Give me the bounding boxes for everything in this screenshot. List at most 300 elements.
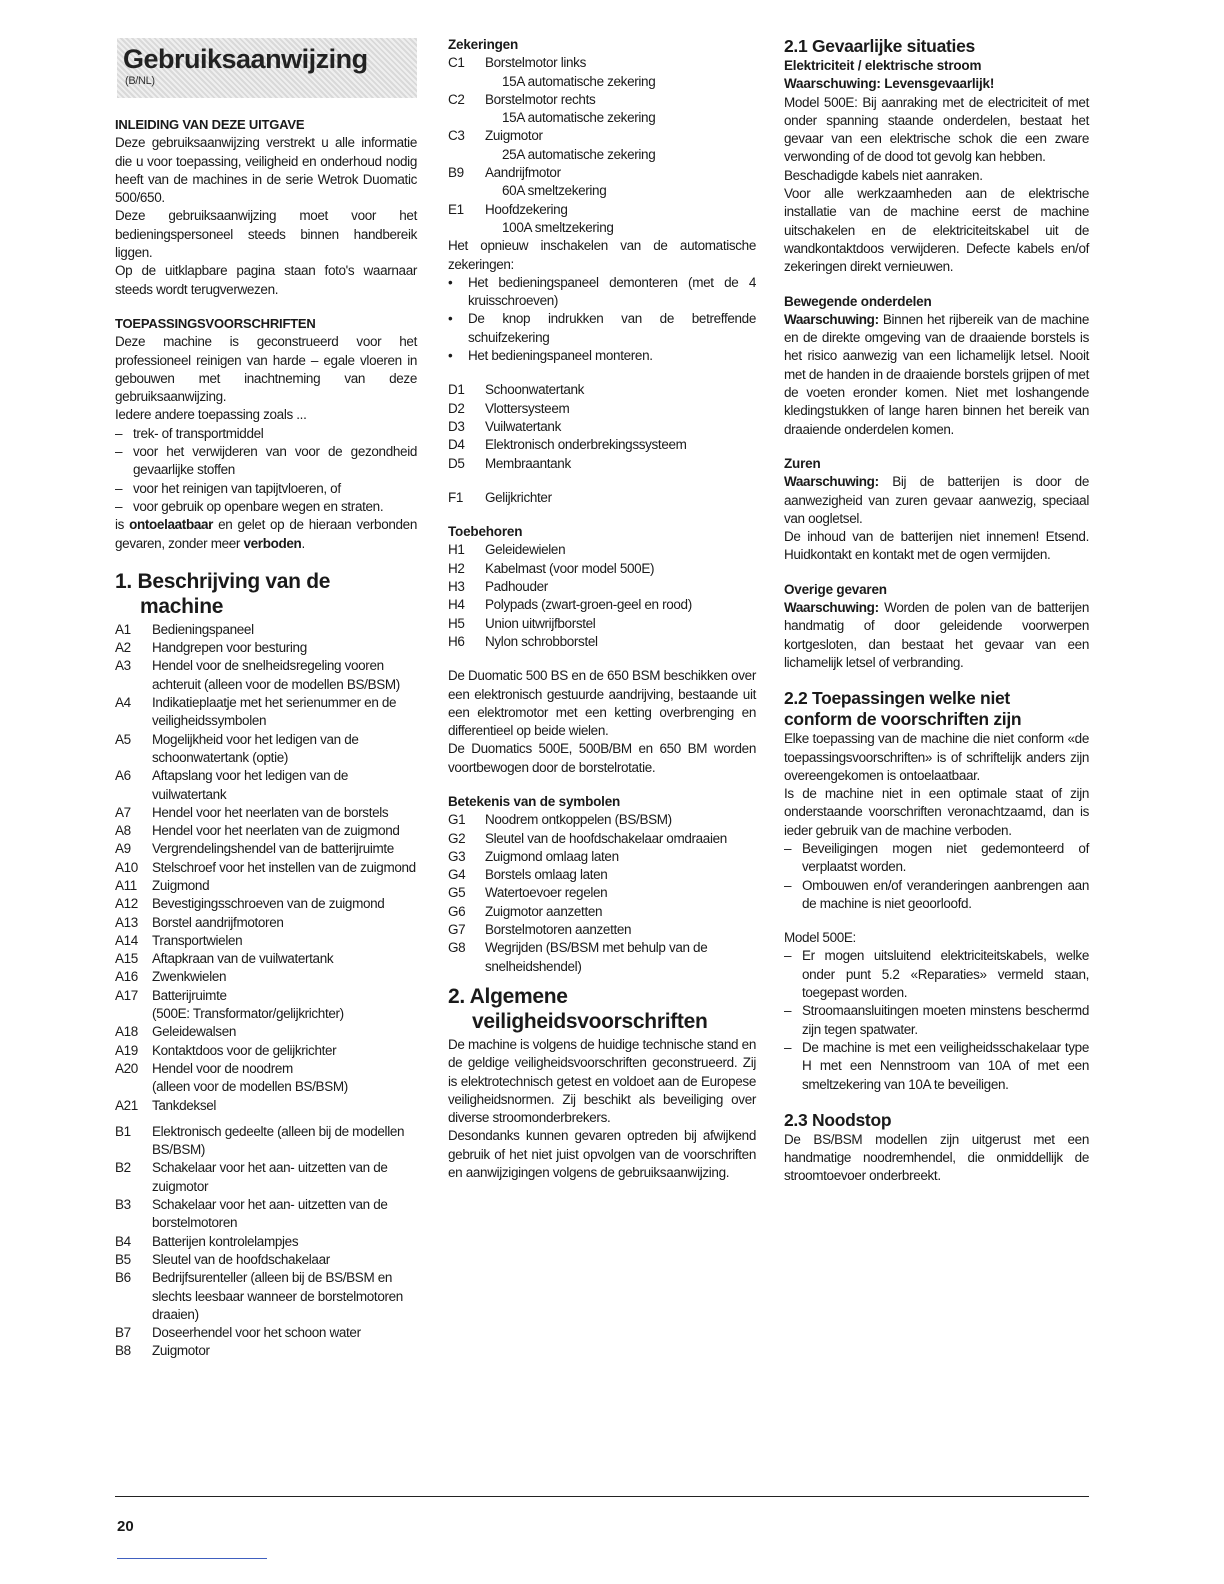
item-code: A16 (115, 969, 138, 985)
electricity-paragraph: Beschadigde kabels niet aanraken. (784, 167, 983, 183)
item-code: G2 (448, 830, 466, 846)
fuse-rating: 100A smeltzekering (502, 219, 614, 235)
item-text (152, 1251, 417, 1269)
list-item (115, 498, 417, 516)
dash-marker: – (115, 498, 123, 514)
list-item (784, 1039, 1089, 1094)
list-item-text: De machine is met een veiligheidsschakelaar type H met een Nennstroom van 10A of met een smeltzekering van 10A te beveiligen. (802, 1039, 1089, 1092)
list-item (115, 639, 417, 657)
list-item (448, 455, 756, 473)
item-text (152, 639, 417, 657)
item-code: D1 (448, 382, 465, 398)
list-item-text: Het bedieningspaneel demonteren (met de 4 kruisschroeven) (468, 274, 756, 309)
list-item (115, 1042, 417, 1060)
item-label: Union uitwrijfborstel (485, 615, 596, 631)
column-right (784, 36, 1089, 1186)
item-label: Zuigmond omlaag laten (485, 848, 619, 864)
dash-marker: – (784, 840, 792, 856)
list-item-text: Het bedieningspaneel monteren. (468, 348, 653, 364)
list-item (448, 347, 756, 365)
item-code (115, 1078, 152, 1096)
item-code: B7 (115, 1325, 131, 1341)
list-item (448, 381, 756, 399)
item-text (485, 939, 756, 976)
rules-paragraph: Deze machine is geconstrueerd voor het professioneel reinigen van harde – egale vloeren in gebouwen met inachtneming van deze gebruiksaanwijzing. (115, 334, 417, 405)
list-item-text: Stroomaansluitingen moeten minstens beschermd zijn tegen spatwater. (802, 1003, 1089, 1037)
electricity-paragraph: Voor alle werkzaamheden aan de elektrische installatie van de machine eerst de machine uitschakelen en de elektriciteitskabel uit de wandkontaktdoos verwijderen. Defecte kabels en/of zekeringen direkt vernieuwen. (784, 186, 1089, 275)
item-code: B4 (115, 1233, 131, 1249)
item-text (485, 830, 756, 848)
warning-label: Waarschuwing: (784, 311, 879, 327)
fuse-reset-text: Het opnieuw inschakelen van de automatische zekeringen: (448, 238, 756, 272)
item-code: A20 (115, 1060, 138, 1076)
item-text (152, 914, 417, 932)
item-label: Zwenkwielen (152, 969, 227, 985)
list-item (448, 596, 756, 614)
item-label: Tankdeksel (152, 1097, 217, 1113)
moving-parts-paragraph (784, 311, 1089, 439)
list-item (448, 848, 756, 866)
title-line: conform de voorschriften zijn (784, 709, 1022, 730)
item-code: H3 (448, 579, 465, 595)
accessories-heading: Toebehoren (448, 524, 523, 540)
item-code: A7 (115, 804, 131, 820)
item-code: B1 (115, 1123, 131, 1139)
fuse-steps (448, 274, 756, 365)
list-item (448, 436, 756, 454)
item-label: Borstelmotor links (485, 55, 586, 71)
acids-paragraph: De inhoud van de batterijen niet innemen! Etsend. Huidkontakt en kontakt met de ogen vermijden. (784, 529, 1089, 563)
item-text (152, 987, 417, 1005)
bullet-marker: • (448, 274, 453, 290)
list-item (115, 1196, 417, 1233)
item-code: A11 (115, 877, 137, 893)
section-2-paragraph: Desondanks kunnen gevaren optreden bij afwijkend gebruik of het niet juist opvolgen van de voorschriften en aanwijzigingen volgens de gebruiksaanwijzing. (448, 1128, 756, 1181)
model-label: Model 500E: (784, 930, 856, 946)
item-label: Handgrepen voor besturing (152, 640, 307, 656)
item-text (152, 1233, 417, 1251)
item-label: Bedieningspaneel (152, 621, 254, 637)
item-code: A19 (115, 1042, 138, 1058)
item-text (485, 418, 756, 436)
item-text (485, 596, 756, 614)
item-text (485, 164, 756, 201)
item-text (485, 54, 756, 91)
item-text (152, 822, 417, 840)
title-line: 2. Algemene (448, 984, 568, 1008)
dash-marker: – (115, 480, 123, 496)
list-item (448, 274, 756, 311)
item-text (485, 489, 756, 507)
list-item-text: voor het verwijderen van voor de gezondheid gevaarlijke stoffen (133, 444, 417, 478)
list-item (115, 1005, 417, 1023)
list-item (115, 1159, 417, 1196)
item-label: Aftapkraan van de vuilwatertank (152, 951, 334, 967)
list-item (115, 932, 417, 950)
item-label: Hendel voor het neerlaten van de borstels (152, 804, 389, 820)
item-text (152, 1005, 417, 1023)
item-label: Gelijkrichter (485, 489, 552, 505)
list-item (115, 443, 417, 480)
title-line: machine (140, 594, 224, 618)
list-item (115, 1269, 417, 1324)
list-item (448, 884, 756, 902)
item-code: G8 (448, 940, 466, 956)
other-hazards-heading: Overige gevaren (784, 581, 887, 597)
item-code: D4 (448, 437, 465, 453)
item-text (152, 1042, 417, 1060)
item-label: Borstelmotor rechts (485, 91, 596, 107)
drive-paragraph: De Duomatic 500 BS en de 650 BSM beschikken over een elektronisch gestuurde aandrijving, bestaande uit een elektromotor met een ketting overbrenging en differentieel op beide wielen. (448, 668, 756, 739)
section-2-2-list (784, 840, 1089, 913)
list-item (448, 91, 756, 128)
list-item (115, 1123, 417, 1160)
rules-heading: TOEPASSINGSVOORSCHRIFTEN (115, 315, 316, 331)
item-code: H1 (448, 542, 465, 558)
text-run: is (115, 517, 130, 533)
item-code: A13 (115, 914, 138, 930)
item-label: Elektronisch onderbrekingssysteem (485, 437, 687, 453)
item-label: Hoofdzekering (485, 201, 568, 217)
electricity-warning: Waarschuwing: Levensgevaarlijk! (784, 76, 995, 92)
item-text (152, 859, 417, 877)
item-text (485, 921, 756, 939)
item-label: Noodrem ontkoppelen (BS/BSM) (485, 812, 672, 828)
list-item (448, 400, 756, 418)
item-code (115, 1005, 152, 1023)
item-label: Borstel aandrijfmotoren (152, 914, 284, 930)
item-label: Indikatieplaatje met het serienummer en de veiligheidssymbolen (152, 695, 397, 729)
symbols-heading: Betekenis van de symbolen (448, 793, 621, 809)
list-item (115, 1324, 417, 1342)
item-label: Hendel voor de noodrem (152, 1060, 293, 1076)
list-item-text: Er mogen uitsluitend elektriciteitskabels, welke onder punt 5.2 «Reparaties» vermeld staan, toegepast worden. (802, 948, 1089, 1001)
item-code: B6 (115, 1270, 131, 1286)
list-item (448, 489, 756, 507)
item-text (485, 455, 756, 473)
item-label: Wegrijden (BS/BSM met behulp van de snelheidshendel) (485, 940, 708, 974)
item-label: Watertoevoer regelen (485, 885, 608, 901)
list-item (115, 895, 417, 913)
text-run: . (301, 535, 305, 551)
list-item (448, 578, 756, 596)
item-label: Nylon schrobborstel (485, 633, 598, 649)
item-code: A14 (115, 932, 138, 948)
dash-marker: – (784, 1039, 792, 1055)
warning-label: Waarschuwing: (784, 600, 879, 616)
fuse-rating: 60A smeltzekering (502, 183, 607, 199)
footer-rule (115, 1496, 1089, 1497)
item-text (485, 91, 756, 128)
text-run: Binnen het rijbereik van de machine en de direkte omgeving van de draaiende borstels is het risico aanwezig van een lichamelijk letsel. Nooit met de handen in de draaiende borstels grijpen of met de voeten eronder komen. Niet met loshangende kledingstukken of lange haren binnen het bereik van draaiende onderdelen komen. (784, 311, 1089, 437)
section-2-2-paragraph: Elke toepassing van de machine die niet conform «de toepassingsvoorschriften» is of schriftelijk anders zijn overeengekomen is ontoelaatbaar. (784, 731, 1089, 783)
item-label: Hendel voor het neerlaten van de zuigmond (152, 823, 400, 839)
page-number: 20 (117, 1518, 134, 1535)
item-code: H2 (448, 560, 465, 576)
item-text (152, 1159, 417, 1196)
item-text (152, 932, 417, 950)
list-item (115, 621, 417, 639)
text-run: en gelet op de hieraan verbonden gevaren, zonder meer (115, 517, 417, 551)
item-code: A10 (115, 859, 138, 875)
fuses-heading: Zekeringen (448, 37, 519, 52)
item-label: Kabelmast (voor model 500E) (485, 560, 655, 576)
f-item-list (448, 489, 756, 507)
item-code: A9 (115, 841, 131, 857)
item-label: Transportwielen (152, 932, 243, 948)
item-text (152, 1269, 417, 1324)
item-text (152, 1196, 417, 1233)
section-1-title (115, 569, 417, 619)
section-2-1-title: 2.1 Gevaarlijke situaties (784, 36, 975, 56)
model-500e-list (784, 947, 1089, 1093)
list-item (448, 54, 756, 91)
list-item-text: Ombouwen en/of veranderingen aanbrengen aan de machine is niet geoorloofd. (802, 877, 1089, 911)
list-item (448, 830, 756, 848)
item-text (152, 840, 417, 858)
item-code: A4 (115, 695, 131, 711)
item-text (152, 657, 417, 694)
list-item (784, 877, 1089, 914)
item-label: Kontaktdoos voor de gelijkrichter (152, 1042, 337, 1058)
section-2-3-paragraph: De BS/BSM modellen zijn uitgerust met een handmatige noodremhendel, die onmiddellijk de stroomtoevoer onderbreekt. (784, 1131, 1089, 1184)
fuse-rating: 25A automatische zekering (502, 146, 656, 162)
list-item (448, 866, 756, 884)
acids-heading: Zuren (784, 455, 821, 471)
item-code: B5 (115, 1251, 131, 1267)
item-text (485, 400, 756, 418)
item-text (152, 1342, 417, 1360)
dash-marker: – (115, 444, 123, 460)
item-text (152, 1060, 417, 1078)
list-item (784, 947, 1089, 1002)
intro-heading: INLEIDING VAN DEZE UITGAVE (115, 117, 305, 132)
item-label: Bedrijfsurenteller (alleen bij de BS/BSM en slechts leesbaar wanneer de borstelmotoren draaien) (152, 1270, 403, 1322)
list-item (115, 1251, 417, 1269)
item-text (152, 877, 417, 895)
list-item (115, 1023, 417, 1041)
item-text (485, 903, 756, 921)
item-code: B3 (115, 1197, 131, 1213)
electricity-paragraph: Model 500E: Bij aanraking met de electriciteit of met onder spanning staande onderdelen, bestaat het gevaar van een elektrische schok die een zware verwonding of de dood tot gevolg kan hebben. (784, 94, 1089, 165)
list-item (448, 811, 756, 829)
item-label: Aftapslang voor het ledigen van de vuilwatertank (152, 768, 348, 802)
item-label: Zuigmond (152, 877, 210, 893)
item-code: A15 (115, 951, 138, 967)
b-item-list (115, 1123, 417, 1361)
item-code: C3 (448, 128, 465, 144)
item-code: D2 (448, 400, 465, 416)
section-2-2-paragraph: Is de machine niet in een optimale staat of zijn onderstaande voorschriften veronachtzaamd, dan is ieder gebruik van de machine verboden. (784, 786, 1089, 838)
fuse-rating: 15A automatische zekering (502, 110, 656, 126)
item-text (152, 1023, 417, 1041)
item-label: Zuigmotor (152, 1343, 210, 1359)
item-text (485, 848, 756, 866)
item-code: B8 (115, 1343, 131, 1359)
item-code: A17 (115, 987, 138, 1003)
item-code: A3 (115, 658, 131, 674)
item-code: A8 (115, 823, 131, 839)
rules-conclusion (115, 516, 417, 553)
item-code: B9 (448, 165, 464, 181)
item-label: Hendel voor de snelheidsregeling vooren achteruit (alleen voor de modellen BS/BSM) (152, 658, 400, 692)
intro-paragraph: Deze gebruiksaanwijzing moet voor het bedieningspersoneel steeds binnen handbereik liggen. (115, 208, 417, 261)
item-code: A2 (115, 640, 131, 656)
list-item (448, 541, 756, 559)
item-text (485, 578, 756, 596)
list-item (115, 425, 417, 443)
list-item (115, 1097, 417, 1115)
item-code: G3 (448, 848, 466, 864)
symbol-list (448, 811, 756, 976)
item-label: Vlottersysteem (485, 400, 570, 416)
list-item (115, 1233, 417, 1251)
other-hazards-paragraph (784, 599, 1089, 672)
column-middle (448, 36, 756, 1182)
fuse-list (448, 54, 756, 237)
list-item (115, 1078, 417, 1096)
item-label: Zuigmotor (485, 128, 543, 144)
item-text (152, 895, 417, 913)
d-item-list (448, 381, 756, 472)
item-label: (alleen voor de modellen BS/BSM) (152, 1079, 348, 1095)
item-label: Sleutel van de hoofdschakelaar (152, 1251, 330, 1267)
item-text (152, 968, 417, 986)
item-label: Padhouder (485, 579, 548, 595)
list-item (448, 903, 756, 921)
fuse-rating: 15A automatische zekering (502, 73, 656, 89)
item-label: Sleutel van de hoofdschakelaar omdraaien (485, 830, 727, 846)
list-item (115, 1060, 417, 1078)
item-label: Schakelaar voor het aan- uitzetten van de borstelmotoren (152, 1197, 388, 1231)
item-text (485, 811, 756, 829)
list-item (115, 968, 417, 986)
list-item (448, 127, 756, 164)
intro-paragraph: Op de uitklapbare pagina staan foto's waarnaar steeds wordt terugverwezen. (115, 263, 417, 297)
item-code: C1 (448, 55, 465, 71)
accessory-list (448, 541, 756, 651)
item-text (152, 1097, 417, 1115)
list-item (115, 914, 417, 932)
text-bold: ontoelaatbaar (129, 517, 214, 533)
list-item-text: De knop indrukken van de betreffende schuifzekering (468, 311, 756, 345)
warning-label: Waarschuwing: (784, 474, 879, 490)
item-text (485, 615, 756, 633)
item-text (152, 621, 417, 639)
intro-paragraph: Deze gebruiksaanwijzing verstrekt u alle informatie die u voor toepassing, veiligheid en onderhoud nodig heeft van de machines in de serie Wetrok Duomatic 500/650. (115, 135, 417, 206)
list-item (115, 1342, 417, 1360)
list-item-text: Beveiligingen mogen niet gedemonteerd of verplaatst worden. (802, 840, 1089, 875)
rules-list (115, 425, 417, 516)
document-title: Gebruiksaanwijzing (123, 44, 368, 74)
item-label: Vergrendelingshendel van de batterijruimte (152, 841, 394, 857)
item-text (485, 560, 756, 578)
bullet-marker: • (448, 348, 453, 364)
title-banner (117, 38, 417, 98)
text-bold: verboden (243, 535, 302, 551)
list-item (784, 1002, 1089, 1039)
item-code: F1 (448, 489, 464, 505)
item-text (485, 633, 756, 651)
title-line: 2.2 Toepassingen welke niet (784, 688, 1010, 709)
list-item (115, 877, 417, 895)
item-code: D5 (448, 455, 465, 471)
item-text (485, 884, 756, 902)
dash-marker: – (115, 425, 123, 441)
item-code: A5 (115, 731, 131, 747)
item-label: (500E: Transformator/gelijkrichter) (152, 1006, 344, 1022)
item-code: A1 (115, 621, 131, 637)
item-code: A18 (115, 1024, 138, 1040)
item-text (485, 201, 756, 238)
item-text (485, 541, 756, 559)
dash-marker: – (784, 1003, 792, 1019)
item-label: Borstelmotoren aanzetten (485, 922, 632, 938)
item-code: G5 (448, 885, 466, 901)
item-code: B2 (115, 1160, 131, 1176)
item-text (152, 950, 417, 968)
list-item (115, 694, 417, 731)
language-code: (B/NL) (125, 75, 155, 87)
text-run: Bij de batterijen is door de aanwezigheid van zuren gevaar aanwezig, speciaal van oogletsel. (784, 474, 1089, 526)
item-code: E1 (448, 201, 464, 217)
title-line: veiligheidsvoorschriften (472, 1009, 708, 1033)
section-2-2-title (784, 688, 1089, 730)
item-code: G1 (448, 812, 466, 828)
item-label: Stelschroef voor het instellen van de zuigmond (152, 859, 416, 875)
list-item (115, 950, 417, 968)
list-item (448, 164, 756, 201)
item-label: Zuigmotor aanzetten (485, 903, 603, 919)
item-text (152, 767, 417, 804)
item-text (485, 127, 756, 164)
list-item-text: voor gebruik op openbare wegen en straten. (133, 498, 384, 514)
item-text (485, 436, 756, 454)
item-label: Borstels omlaag laten (485, 867, 608, 883)
rules-paragraph: Iedere andere toepassing zoals ... (115, 407, 307, 423)
item-code: C2 (448, 91, 465, 107)
item-label: Mogelijkheid voor het ledigen van de schoonwatertank (optie) (152, 731, 359, 765)
acids-paragraph (784, 473, 1089, 528)
column-left (115, 38, 417, 1361)
list-item (115, 822, 417, 840)
footer-link-line (117, 1558, 267, 1559)
item-code: H5 (448, 615, 465, 631)
item-label: Doseerhendel voor het schoon water (152, 1325, 361, 1341)
item-label: Bevestigingsschroeven van de zuigmond (152, 896, 385, 912)
item-code: G6 (448, 903, 466, 919)
item-code: A6 (115, 768, 131, 784)
item-text (152, 694, 417, 731)
item-text (152, 1078, 417, 1096)
text-run: Worden de polen van de batterijen handmatig of door geleidende voorwerpen kortgesloten, dan bestaat het gevaar van een lichamelijk letsel of verbranding. (784, 600, 1089, 670)
list-item (115, 987, 417, 1005)
item-label: Elektronisch gedeelte (alleen bij de modellen BS/BSM) (152, 1123, 405, 1158)
item-code: G7 (448, 922, 466, 938)
bullet-marker: • (448, 311, 453, 327)
list-item-text: voor het reinigen van tapijtvloeren, of (133, 480, 341, 496)
item-label: Schoonwatertank (485, 382, 585, 398)
list-item (448, 633, 756, 651)
item-text (152, 731, 417, 768)
item-label: Vuilwatertank (485, 418, 561, 434)
list-item (115, 657, 417, 694)
list-item (784, 840, 1089, 877)
item-code: A12 (115, 896, 138, 912)
item-text (152, 1324, 417, 1342)
item-text (152, 1123, 417, 1160)
drive-paragraph: De Duomatics 500E, 500B/BM en 650 BM worden voortbewogen door de borstelrotatie. (448, 741, 756, 775)
